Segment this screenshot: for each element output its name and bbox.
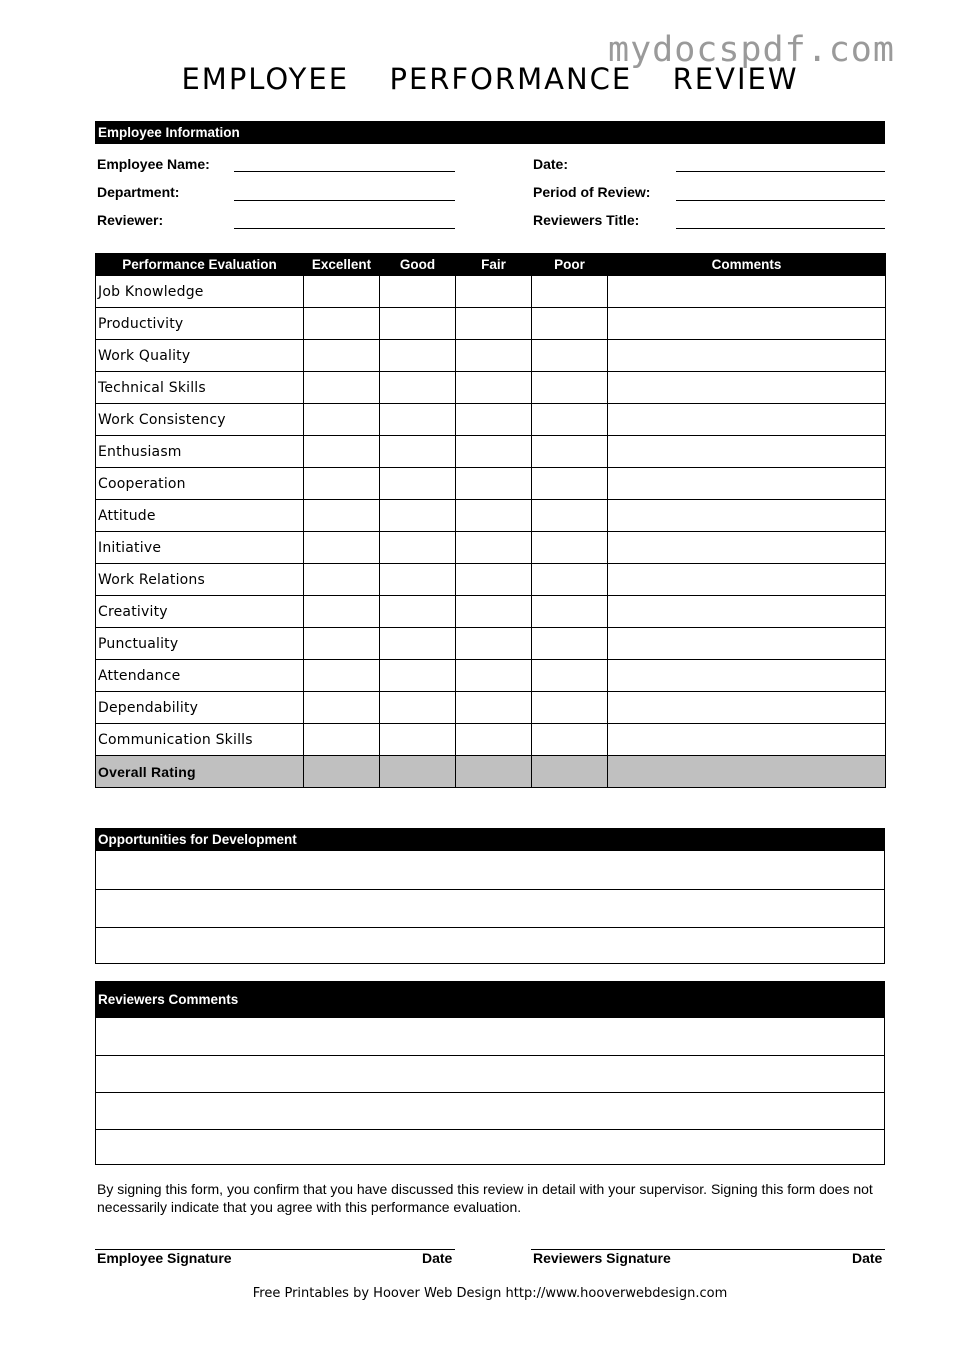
rating-cell-fair[interactable]: [456, 756, 532, 788]
comments-cell[interactable]: [608, 692, 886, 724]
criterion-label: Punctuality: [96, 628, 304, 660]
reviewer-title-field[interactable]: [676, 228, 885, 229]
period-field[interactable]: [676, 200, 885, 201]
criterion-label: Attendance: [96, 660, 304, 692]
rating-cell-poor[interactable]: [532, 372, 608, 404]
criterion-label: Attitude: [96, 500, 304, 532]
disclaimer: By signing this form, you confirm that you have discussed this review in detail with your supervisor. Signing this form does not necessarily indicate that you agree with this performance evaluation.: [97, 1181, 873, 1215]
criterion-label: Communication Skills: [96, 724, 304, 756]
table-row: [96, 628, 886, 660]
table-row: [96, 436, 886, 468]
overall-rating-row: [96, 756, 886, 788]
rating-cell-poor[interactable]: [532, 564, 608, 596]
reviewer-title-label: Reviewers Title:: [533, 212, 640, 228]
rating-cell-fair[interactable]: [456, 372, 532, 404]
table-row: [96, 500, 886, 532]
table-row: [96, 372, 886, 404]
rating-cell-excellent[interactable]: [304, 756, 380, 788]
employee-name-label: Employee Name:: [97, 156, 210, 172]
rating-cell-fair[interactable]: [456, 276, 532, 308]
col-fair: Fair: [456, 254, 532, 276]
table-row: [96, 404, 886, 436]
reviewer-label: Reviewer:: [97, 212, 164, 228]
date-label: Date:: [533, 156, 569, 172]
rating-cell-good[interactable]: [380, 372, 456, 404]
overall-rating-label: Overall Rating: [96, 756, 304, 788]
rating-cell-excellent[interactable]: [304, 628, 380, 660]
watermark: mydocspdf.com: [608, 30, 895, 70]
table-row: [96, 660, 886, 692]
employee-info-header: [95, 121, 885, 144]
development-header-label: Opportunities for Development: [98, 832, 297, 847]
rating-cell-fair[interactable]: [456, 692, 532, 724]
rating-cell-good[interactable]: [380, 532, 456, 564]
rating-cell-good[interactable]: [380, 468, 456, 500]
rating-cell-fair[interactable]: [456, 500, 532, 532]
reviewer-comments-header: [95, 981, 885, 1018]
rating-cell-good[interactable]: [380, 276, 456, 308]
rating-cell-poor[interactable]: [532, 500, 608, 532]
department-label: Department:: [97, 184, 180, 200]
employee-date-label: Date: [422, 1250, 453, 1266]
criterion-label: Productivity: [96, 308, 304, 340]
rating-cell-poor[interactable]: [532, 404, 608, 436]
rating-cell-poor[interactable]: [532, 276, 608, 308]
rating-cell-fair[interactable]: [456, 308, 532, 340]
rating-cell-poor[interactable]: [532, 692, 608, 724]
rating-cell-excellent[interactable]: [304, 308, 380, 340]
reviewer-signature-label: Reviewers Signature: [533, 1250, 671, 1266]
criterion-label: Work Quality: [96, 340, 304, 372]
development-box: [95, 850, 885, 964]
rating-cell-excellent[interactable]: [304, 404, 380, 436]
rating-cell-good[interactable]: [380, 660, 456, 692]
rating-cell-excellent[interactable]: [304, 340, 380, 372]
rating-cell-good[interactable]: [380, 404, 456, 436]
criterion-label: Work Consistency: [96, 404, 304, 436]
col-comments: Comments: [608, 254, 886, 276]
criterion-label: Dependability: [96, 692, 304, 724]
date-field[interactable]: [676, 171, 885, 172]
rating-cell-fair[interactable]: [456, 596, 532, 628]
rating-cell-excellent[interactable]: [304, 276, 380, 308]
comments-cell[interactable]: [608, 308, 886, 340]
table-row: [96, 340, 886, 372]
development-line-3[interactable]: [96, 927, 884, 962]
rating-cell-excellent[interactable]: [304, 692, 380, 724]
comments-cell[interactable]: [608, 372, 886, 404]
period-label: Period of Review:: [533, 184, 651, 200]
rating-cell-excellent[interactable]: [304, 500, 380, 532]
col-poor: Poor: [532, 254, 608, 276]
table-row: [96, 596, 886, 628]
rating-cell-poor[interactable]: [532, 340, 608, 372]
rating-cell-good[interactable]: [380, 596, 456, 628]
table-row: [96, 276, 886, 308]
rating-cell-good[interactable]: [380, 628, 456, 660]
development-line-2[interactable]: [96, 889, 884, 927]
rating-cell-poor[interactable]: [532, 436, 608, 468]
development-line-1[interactable]: [96, 851, 884, 889]
rating-cell-good[interactable]: [380, 340, 456, 372]
employee-signature-label: Employee Signature: [97, 1250, 232, 1266]
rating-cell-poor[interactable]: [532, 628, 608, 660]
rating-cell-poor[interactable]: [532, 724, 608, 756]
performance-table: [95, 253, 886, 788]
criterion-label: Enthusiasm: [96, 436, 304, 468]
table-row: [96, 724, 886, 756]
comments-cell[interactable]: [608, 532, 886, 564]
rating-cell-excellent[interactable]: [304, 724, 380, 756]
table-row: [96, 692, 886, 724]
rating-cell-poor[interactable]: [532, 532, 608, 564]
comments-cell[interactable]: [608, 340, 886, 372]
rating-cell-fair[interactable]: [456, 404, 532, 436]
rating-cell-excellent[interactable]: [304, 468, 380, 500]
footer: Free Printables by Hoover Web Design http://www.hooverwebdesign.com: [252, 1286, 728, 1301]
criterion-label: Initiative: [96, 532, 304, 564]
rating-cell-excellent[interactable]: [304, 660, 380, 692]
rating-cell-poor[interactable]: [532, 756, 608, 788]
rating-cell-fair[interactable]: [456, 468, 532, 500]
comments-cell[interactable]: [608, 404, 886, 436]
rating-cell-fair[interactable]: [456, 436, 532, 468]
rating-cell-good[interactable]: [380, 724, 456, 756]
comments-cell[interactable]: [608, 660, 886, 692]
comments-cell[interactable]: [608, 724, 886, 756]
reviewer-comment-line-1[interactable]: [96, 1018, 884, 1055]
rating-cell-poor[interactable]: [532, 308, 608, 340]
rating-cell-good[interactable]: [380, 692, 456, 724]
reviewer-comment-line-2[interactable]: [96, 1055, 884, 1092]
reviewer-comments-header-label: Reviewers Comments: [98, 992, 239, 1007]
rating-cell-fair[interactable]: [456, 628, 532, 660]
rating-cell-good[interactable]: [380, 756, 456, 788]
department-field[interactable]: [234, 200, 455, 201]
criterion-label: Technical Skills: [96, 372, 304, 404]
col-performance-evaluation: Performance Evaluation: [96, 254, 304, 276]
comments-cell[interactable]: [608, 596, 886, 628]
rating-cell-excellent[interactable]: [304, 436, 380, 468]
rating-cell-good[interactable]: [380, 308, 456, 340]
page-title: EMPLOYEE PERFORMANCE REVIEW: [181, 62, 799, 96]
rating-cell-fair[interactable]: [456, 660, 532, 692]
comments-cell[interactable]: [608, 276, 886, 308]
rating-cell-fair[interactable]: [456, 564, 532, 596]
table-row: [96, 308, 886, 340]
criterion-label: Cooperation: [96, 468, 304, 500]
comments-cell[interactable]: [608, 468, 886, 500]
rating-cell-good[interactable]: [380, 500, 456, 532]
table-row: [96, 532, 886, 564]
rating-cell-excellent[interactable]: [304, 564, 380, 596]
comments-cell[interactable]: [608, 500, 886, 532]
rating-cell-excellent[interactable]: [304, 372, 380, 404]
rating-cell-poor[interactable]: [532, 468, 608, 500]
comments-cell[interactable]: [608, 564, 886, 596]
reviewer-comment-line-3[interactable]: [96, 1092, 884, 1129]
criterion-label: Work Relations: [96, 564, 304, 596]
rating-cell-excellent[interactable]: [304, 532, 380, 564]
employee-name-field[interactable]: [234, 171, 455, 172]
employee-info-header-label: Employee Information: [98, 125, 240, 140]
development-header: [95, 828, 885, 851]
rating-cell-good[interactable]: [380, 564, 456, 596]
reviewer-comment-line-4[interactable]: [96, 1129, 884, 1163]
rating-cell-fair[interactable]: [456, 724, 532, 756]
rating-cell-fair[interactable]: [456, 340, 532, 372]
criterion-label: Job Knowledge: [96, 276, 304, 308]
col-good: Good: [380, 254, 456, 276]
reviewer-comments-box: [95, 1017, 885, 1165]
comments-cell[interactable]: [608, 436, 886, 468]
reviewer-date-label: Date: [852, 1250, 883, 1266]
rating-cell-fair[interactable]: [456, 532, 532, 564]
rating-cell-excellent[interactable]: [304, 596, 380, 628]
table-row: [96, 468, 886, 500]
rating-cell-poor[interactable]: [532, 596, 608, 628]
comments-cell[interactable]: [608, 756, 886, 788]
rating-cell-good[interactable]: [380, 436, 456, 468]
comments-cell[interactable]: [608, 628, 886, 660]
criterion-label: Creativity: [96, 596, 304, 628]
reviewer-field[interactable]: [234, 228, 455, 229]
table-row: [96, 564, 886, 596]
col-excellent: Excellent: [304, 254, 380, 276]
rating-cell-poor[interactable]: [532, 660, 608, 692]
table-header-row: [96, 254, 886, 276]
